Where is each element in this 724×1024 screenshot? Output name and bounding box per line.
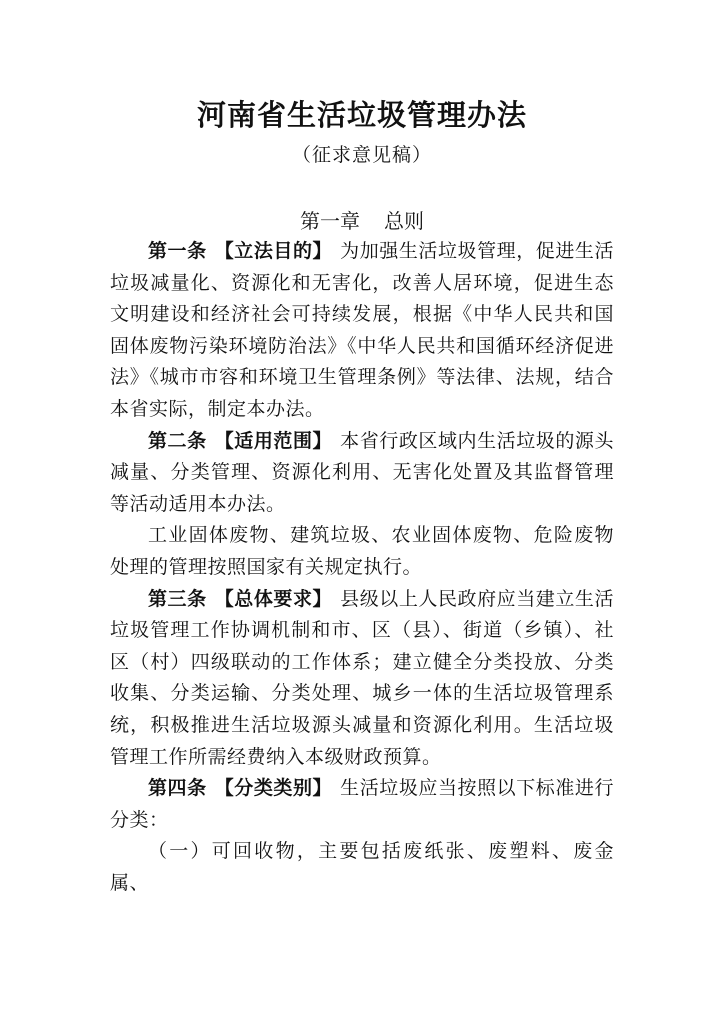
chapter-name: 总则: [384, 209, 424, 233]
article-text: 本省行政区域内生活垃圾的源头减量、分类管理、资源化利用、无害化处置及其监督管理等活动适用本办法。: [110, 429, 614, 515]
article-heading: 【适用范围】: [214, 429, 333, 452]
article-number: 第四条: [148, 777, 207, 800]
article-text: 生活垃圾应当按照以下标准进行分类：: [110, 777, 614, 831]
document-subtitle: （征求意见稿）: [291, 144, 432, 166]
article-text: 为加强生活垃圾管理，促进生活垃圾减量化、资源化和无害化，改善人居环境，促进生态文明建设和经济社会可持续发展，根据《中华人民共和国固体废物污染环境防治法》《中华人民共和国循环经济促进法》《城市市容和环境卫生管理条例》等法律、法规，结合本省实际，制定本办法。: [110, 240, 614, 420]
article-3: [110, 584, 614, 774]
article-2: [110, 426, 614, 521]
chapter-number: 第一章: [300, 209, 360, 233]
article-number: 第三条: [148, 587, 207, 610]
document-title: 河南省生活垃圾管理办法: [196, 98, 527, 132]
article-1: [110, 236, 614, 426]
article-heading: 【分类类别】: [214, 777, 333, 800]
article-2-paragraph-2: 工业固体废物、建筑垃圾、农业固体废物、危险废物处理的管理按照国家有关规定执行。: [110, 524, 614, 578]
article-number: 第二条: [148, 429, 207, 452]
article-text: 县级以上人民政府应当建立生活垃圾管理工作协调机制和市、区（县）、街道（乡镇）、社区（村）四级联动的工作体系；建立健全分类投放、分类收集、分类运输、分类处理、城乡一体的生活垃圾管理系统，积极推进生活垃圾源头减量和资源化利用。生活垃圾管理工作所需经费纳入本级财政预算。: [110, 587, 614, 768]
article-4: [110, 773, 614, 836]
article-number: 第一条: [148, 240, 207, 262]
document-body: [110, 236, 614, 899]
article-heading: 【总体要求】: [214, 587, 333, 610]
chapter-heading: [0, 205, 724, 234]
list-item: （一）可回收物，主要包括废纸张、废塑料、废金属、: [110, 840, 614, 894]
article-heading: 【立法目的】: [214, 240, 333, 262]
